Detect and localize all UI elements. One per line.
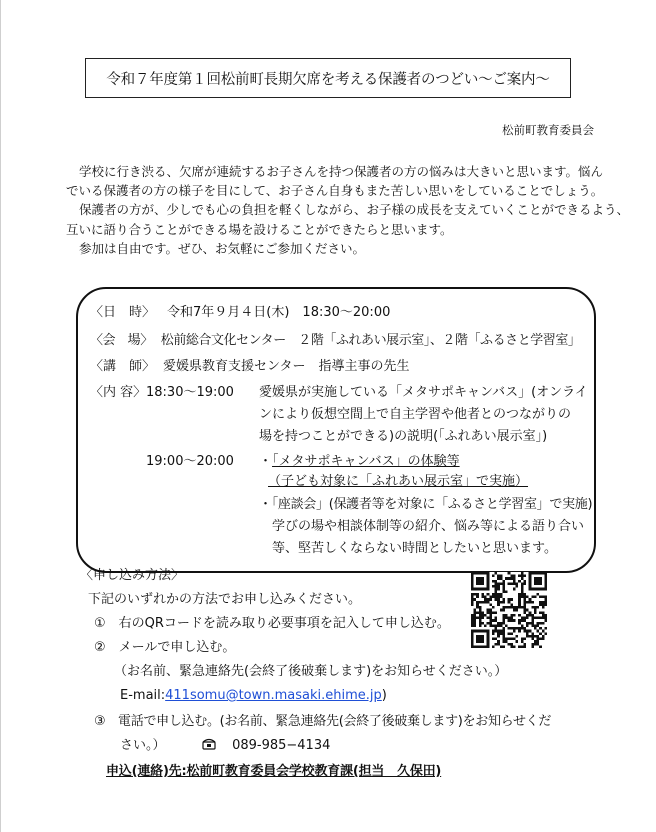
intro-line: 学校に行き渋る、欠席が連続するお子さんを持つ保護者の方の悩みは大きいと思います。悩ん <box>79 164 604 179</box>
application-heading: 〈申し込み方法〉 <box>80 568 185 583</box>
method-2-note: （お名前、緊急連絡先(会終了後破棄します)をお知らせください。） <box>114 664 508 679</box>
venue-row <box>90 331 580 350</box>
content-2-title: 「メタサポキャンバス」の体験等 <box>272 454 460 469</box>
page-edge <box>0 0 1 832</box>
content-3-line: 等、堅苦しくならない時間としたいと思います。 <box>272 541 557 556</box>
qr-code-icon[interactable] <box>471 572 547 648</box>
email-prefix: E-mail: <box>120 688 166 703</box>
title-box <box>85 58 571 98</box>
content-1-line: ンにより仮想空間上で自主学習や他者とのつながりの <box>259 407 572 422</box>
content-2-sub: （子ども対象に「ふれあい展示室」で実施） <box>268 474 529 489</box>
lecturer-row <box>90 357 410 376</box>
venue-value: 松前総合文化センター ２階「ふれあい展示室」、２階「ふるさと学習室」 <box>160 333 581 348</box>
application-lead: 下記のいずれかの方法でお申し込みください。 <box>88 592 362 607</box>
phone-number: 089-985−4134 <box>232 738 331 753</box>
content-label: 〈内 容〉 <box>90 385 147 400</box>
method-2: ② メールで申し込む。 <box>94 640 236 655</box>
method-3-line2: さい。） <box>120 738 166 753</box>
method-3: ③ 電話で申し込む。(お名前、緊急連絡先(会終了後破棄します)をお知らせくだ <box>94 714 552 729</box>
content-3-line: ・「座談会」(保護者等を対象に「ふるさと学習室」で実施) <box>259 497 593 512</box>
content-2-title-row <box>259 452 460 471</box>
issuer: 松前町教育委員会 <box>502 123 594 137</box>
bullet: ・ <box>259 454 273 469</box>
content-time-1: 18:30～19:00 <box>146 385 234 400</box>
intro-line: 保護者の方が、少しでも心の負担を軽くしながら、お子様の成長を支えていくことができるよう、 <box>79 202 630 218</box>
content-time-2: 19:00～20:00 <box>146 454 234 469</box>
date-row <box>90 303 390 322</box>
intro-line: 互いに語り合うことができる場を設けることができたらと思います。 <box>66 221 453 237</box>
email-link[interactable]: 411somu@town.masaki.ehime.jp <box>165 688 382 703</box>
date-value: 令和7年９月４日(木) 18:30～20:00 <box>167 305 391 320</box>
content-3-line: 学びの場や相談体制等の紹介、悩み等による語り合い <box>272 519 585 534</box>
page-title: 令和７年度第１回松前町長期欠席を考える保護者のつどい～ご案内～ <box>106 71 550 88</box>
intro-line: 参加は自由です。ぜひ、お気軽にご参加ください。 <box>79 240 366 256</box>
contact-line: 申込(連絡)先:松前町教育委員会学校教育課(担当 久保田) <box>106 764 442 779</box>
intro-line: でいる保護者の方の様子を目にして、お子さん自身もまた苦しい思いをしていることでしょう。 <box>66 183 604 199</box>
date-label: 〈日 時〉 <box>90 305 156 320</box>
venue-label: 〈会 場〉 <box>90 333 153 348</box>
email-row <box>120 686 387 705</box>
phone-icon <box>202 738 216 750</box>
intro-text <box>66 162 630 258</box>
content-1-line: 愛媛県が実施している「メタサポキャンバス」(オンライ <box>259 385 588 400</box>
method-3-cont <box>120 736 330 755</box>
email-suffix: ) <box>381 688 387 703</box>
method-1: ① 右のQRコードを読み取り必要事項を記入して申し込む。 <box>94 616 450 631</box>
content-1-line: 場を持つことができる)の説明(「ふれあい展示室」) <box>259 429 548 444</box>
lecturer-value: 愛媛県教育支援センター 指導主事の先生 <box>163 359 410 374</box>
lecturer-label: 〈講 師〉 <box>90 359 156 374</box>
